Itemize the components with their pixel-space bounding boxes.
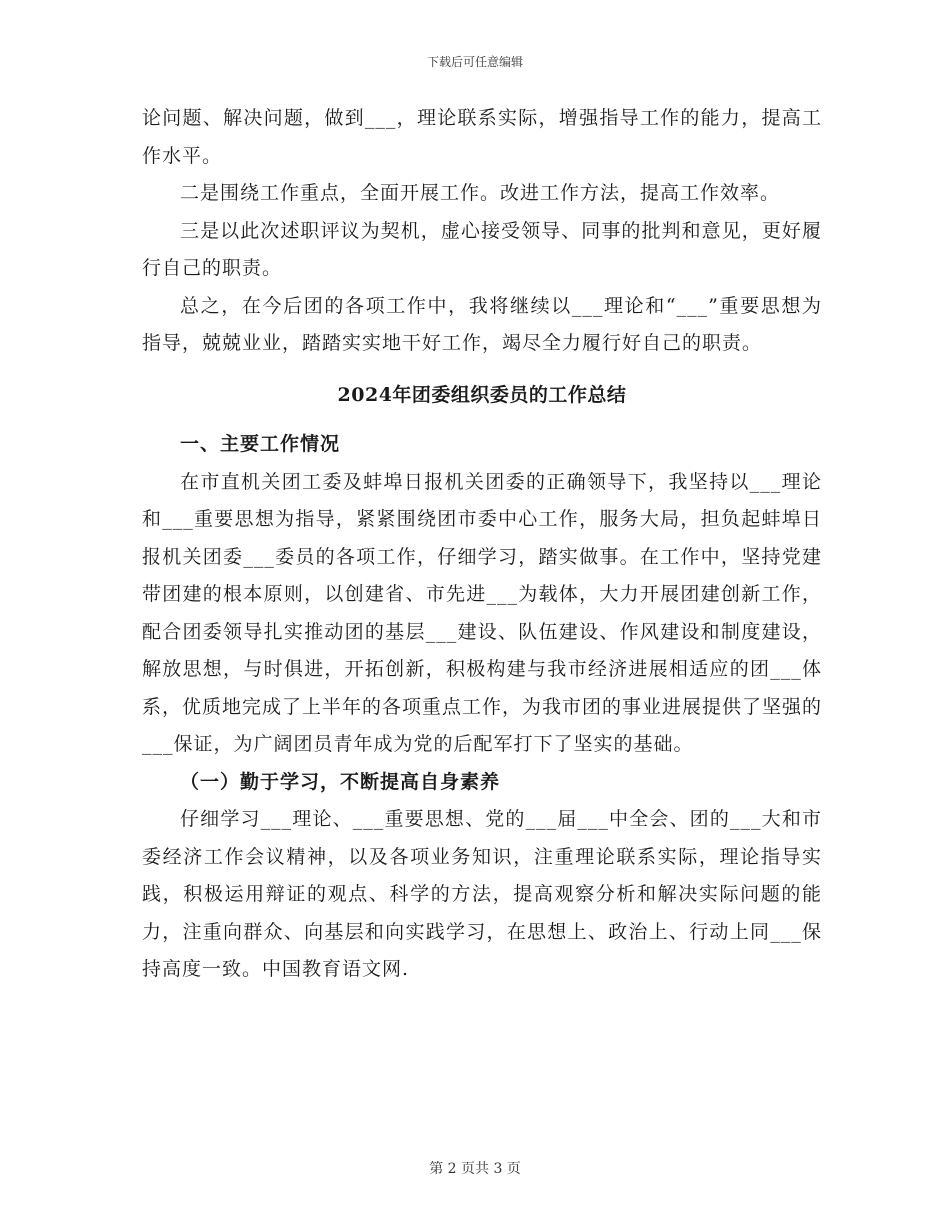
page-footer: 第 2 页共 3 页 <box>429 1161 521 1177</box>
paragraph-point-two: 二是围绕工作重点，全面开展工作。改进工作方法，提高工作效率。 <box>180 182 781 204</box>
document-title: 2024年团委组织委员的工作总结 <box>337 383 627 406</box>
subsection-heading: （一）勤于学习，不断提高自身素养 <box>180 770 501 793</box>
paragraph-conclusion: 总之，在今后团的各项工作中，我将继续以___理论和“___”重要思想为指导，兢兢业业，踏踏实实地干好工作，竭尽全力履行好自己的职责。 <box>142 294 822 354</box>
paragraph-main-work: 在市直机关团工委及蚌埠日报机关团委的正确领导下，我坚持以___理论和___重要思想为指导，紧紧围绕团市委中心工作，服务大局，担负起蚌埠日报机关团委___委员的各项工作，仔细学习，踏实做事。在工作中，坚持党建带团建的根本原则，以创建省、市先进___为载体，大力开展团建创新工作，配合团委领导扎实推动团的基层___建设、队伍建设、作风建设和制度建设，解放思想，与时俱进，开拓创新，积极构建与我市经济进展相适应的团___体系，优质地完成了上半年的各项重点工作，为我市团的事业进展提供了坚强的___保证，为广阔团员青年成为党的后配军打下了坚实的基础。 <box>142 470 823 755</box>
paragraph-point-three: 三是以此次述职评议为契机，虚心接受领导、同事的批判和意见，更好履行自己的职责。 <box>142 219 822 279</box>
paragraph-continued: 论问题、解决问题，做到___，理论联系实际，增强指导工作的能力，提高工作水平。 <box>142 107 822 167</box>
paragraph-study: 仔细学习___理论、___重要思想、党的___届___中全会、团的___大和市委经济工作会议精神，以及各项业务知识，注重理论联系实际，理论指导实践，积极运用辩证的观点、科学的方法，提高观察分析和解决实际问题的能力，注重向群众、向基层和向实践学习，在思想上、政治上、行动上同___保持高度一致。中国教育语文网. <box>142 808 822 980</box>
page-header: 下载后可任意编辑 <box>426 55 523 69</box>
section-heading: 一、主要工作情况 <box>180 433 341 455</box>
document-body <box>142 100 822 989</box>
